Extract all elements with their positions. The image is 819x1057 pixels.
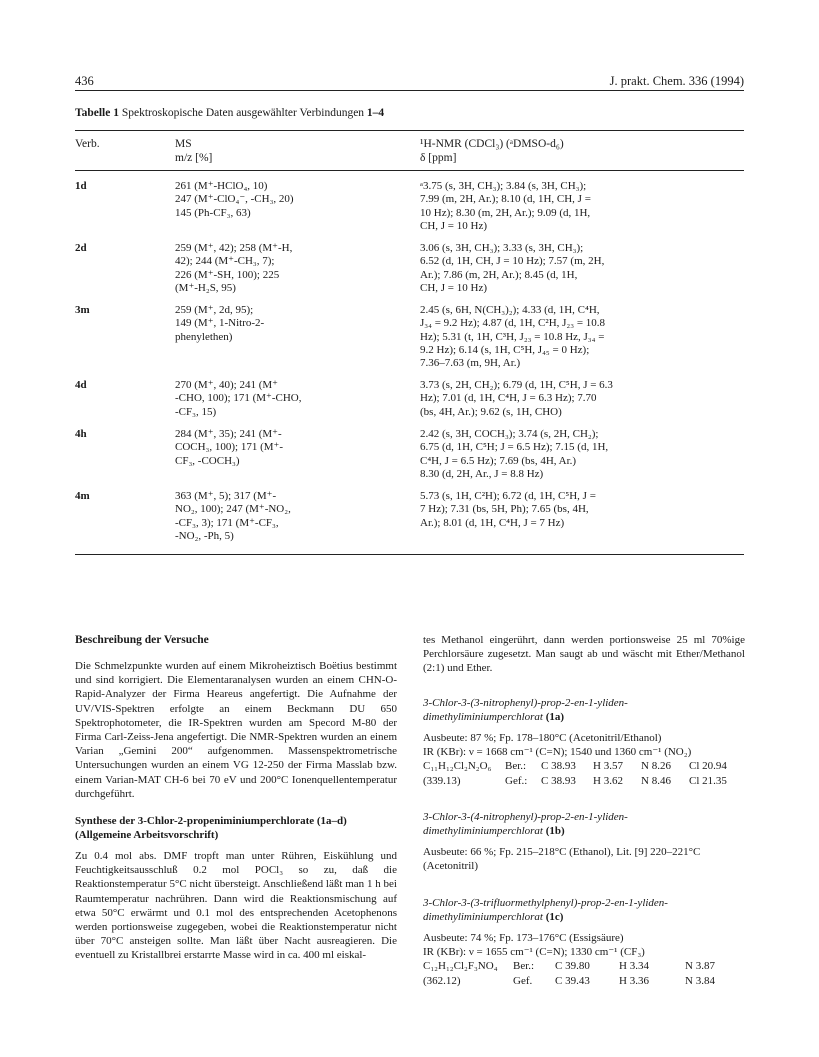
- methods-paragraph: Die Schmelzpunkte wurden auf einem Mikroheiztisch Boëtius bestimmt und sind korrigiert. Die Elementaranalysen wurden an einem CHN-O-Rapid-Analyzer der Firma Heareus angefertigt. Die Aufnahme der UV/VIS-Spektren erfolgte an einem Beckmann DU 650 Spektrophotometer, die IR-Spektren wurden am Specord M-80 der Firma Carl-Zeiss-Jena angefertigt. Die NMR-Spektren wurden an einem Varian „Gemini 200“ aufgenommen. Massenspektrometrische Untersuchungen wurden an einem VG 12-250 der Firma Masslab bzw. einem Varian-MAT CH-6 bei 70 eV und 200°C Ionenquellentemperatur durchgeführt.: [75, 660, 397, 800]
- gef-value: C 38.93: [541, 774, 576, 787]
- nmr-line: 3.73 (s, 2H, CH₂); 6.79 (d, 1H, C⁵H, J = 6.3: [420, 379, 613, 391]
- compound-id: 3m: [75, 304, 90, 316]
- ms-line: NO₂, 100); 247 (M⁺-NO₂,: [175, 503, 291, 516]
- compound-label: (1b): [545, 825, 565, 837]
- compound-id: 4h: [75, 428, 87, 440]
- right-column: [423, 633, 745, 988]
- ms-line: 42); 244 (M⁺-CH₃, 7);: [175, 255, 275, 268]
- analysis-gef: [423, 974, 745, 988]
- ms-line: -NO₂, -Ph, 5): [175, 529, 234, 542]
- nmr-line: 8.30 (d, 2H, Ar., J = 8.8 Hz): [420, 467, 544, 480]
- nmr-line: J₃₄ = 9.2 Hz); 4.87 (d, 1H, C²H, J₂₃ = 10.8: [420, 317, 606, 330]
- ms-line: 149 (M⁺, 1-Nitro-2-: [175, 317, 265, 330]
- nmr-line: (bs, 4H, Ar.); 9.62 (s, 1H, CHO): [420, 405, 562, 418]
- nmr-line: Ar.); 8.01 (d, 1H, C⁴H, J = 7 Hz): [420, 516, 565, 529]
- analysis-gef: [423, 774, 745, 788]
- continued-paragraph: tes Methanol eingerührt, dann werden portionsweise 25 ml 70%ige Perchlorsäure zugesetzt. Man saugt ab und wäscht mit Ether/Methanol (2:1) und Ether.: [423, 634, 745, 675]
- ms-line: 363 (M⁺, 5); 317 (M⁺-: [175, 490, 277, 502]
- ms-cell: [175, 180, 345, 220]
- table-top-rule: [75, 130, 744, 131]
- header-rule: [75, 90, 744, 91]
- ms-cell: [175, 304, 345, 344]
- synthesis-paragraph: Zu 0.4 mol abs. DMF tropft man unter Rühren, Eiskühlung und Feuchtigkeitsausschluß 0.2 mol POCl₃ so zu, daß die Reaktionstemperatur 5°C nicht übersteigt. Anschließend läßt man 1 h bei Raumtemperatur nachrühren. Dann wird die Reaktionsmischung auf etwa 50°C erwärmt und 0.1 mol des entsprechenden Acetophenons werden portionsweise zugegeben, wobei die Reaktionstemperatur nicht über 70°C ansteigen sollte. Man läßt über Nacht ausreagieren. Die eventuell zu Kristallbrei erstarrte Masse wird in ca. 400 ml eiskal-: [75, 850, 397, 962]
- ms-line: 259 (M⁺, 42); 258 (M⁺-H,: [175, 242, 293, 254]
- gef-value: C 39.43: [555, 974, 590, 987]
- nmr-cell: [420, 428, 745, 481]
- ms-line: COCH₃, 100); 171 (M⁺-: [175, 441, 284, 454]
- nmr-line: 9.2 Hz); 6.14 (s, 1H, C⁵H, J₄₅ = 0 Hz);: [420, 343, 590, 356]
- ber-label: Ber.:: [505, 760, 527, 773]
- nmr-line: 7 Hz); 7.31 (bs, 5H, Ph); 7.65 (bs, 4H,: [420, 503, 589, 516]
- molecular-weight: (339.13): [423, 774, 461, 787]
- ms-line: 247 (M⁺-ClO₄⁻, -CH₃, 20): [175, 193, 294, 206]
- gef-value: Cl 21.35: [689, 774, 727, 787]
- ber-value: H 3.34: [619, 960, 649, 973]
- nmr-line: 7.36–7.63 (m, 9H, Ar.): [420, 357, 521, 370]
- compound-label: (1a): [545, 710, 565, 723]
- table-header-rule: [75, 170, 744, 171]
- ms-cell: [175, 490, 345, 543]
- nmr-line: 2.45 (s, 6H, N(CH₃)₂); 4.33 (d, 1H, C⁴H,: [420, 304, 600, 316]
- gef-value: H 3.62: [593, 774, 623, 787]
- nmr-line: Hz); 5.31 (t, 1H, C³H, J₂₃ = 10.8 Hz, J₃₄ =: [420, 330, 605, 343]
- compound-id: 1d: [75, 180, 87, 192]
- nmr-line: 6.75 (d, 1H, C⁵H; J = 6.5 Hz); 7.15 (d, 1H,: [420, 441, 609, 454]
- nmr-line: Hz); 7.01 (d, 1H, C⁴H, J = 6.3 Hz); 7.70: [420, 392, 597, 405]
- table-bottom-rule: [75, 554, 744, 555]
- subsection-subheading: (Allgemeine Arbeitsvorschrift): [75, 829, 219, 842]
- molecular-weight: (362.12): [423, 974, 461, 987]
- journal-citation: J. prakt. Chem. 336 (1994): [609, 74, 744, 88]
- compound-id: 4m: [75, 490, 90, 502]
- compound-title: [423, 896, 745, 924]
- nmr-line: 6.52 (d, 1H, CH, J = 10 Hz); 7.57 (m, 2H,: [420, 255, 605, 268]
- subsection-heading: Synthese der 3-Chlor-2-propeniminiumperchlorate (1a–d): [75, 815, 347, 828]
- ms-line: -CF₃, 3); 171 (M⁺-CF₃,: [175, 516, 279, 529]
- table-caption: [75, 107, 384, 119]
- ir-line: IR (KBr): ν = 1655 cm⁻¹ (C=N); 1330 cm⁻¹ (CF₃): [423, 946, 645, 959]
- gef-value: N 3.84: [685, 974, 715, 987]
- col-header-nmr-2: δ [ppm]: [420, 152, 457, 164]
- nmr-line: C⁴H, J = 6.5 Hz); 7.69 (bs, 4H, Ar.): [420, 454, 577, 467]
- compound-name: 3-Chlor-3-(3-nitrophenyl)-prop-2-en-1-yliden-dimethyliminiumperchlorat: [423, 696, 628, 723]
- running-header: [75, 74, 744, 90]
- ms-cell: [175, 428, 345, 468]
- compound-title: [423, 696, 745, 724]
- col-header-ms-2: m/z [%]: [175, 152, 213, 164]
- col-header-nmr: [420, 137, 564, 165]
- ber-value: N 8.26: [641, 760, 671, 773]
- formula: C₁₂H₁₂Cl₂F₃NO₄: [423, 960, 498, 973]
- nmr-cell: [420, 490, 745, 530]
- compound-1a: [423, 696, 745, 788]
- compound-name: 3-Chlor-3-(4-nitrophenyl)-prop-2-en-1-yliden-dimethyliminiumperchlorat: [423, 810, 628, 837]
- nmr-line: 10 Hz); 8.30 (m, 2H, Ar.); 9.09 (d, 1H,: [420, 206, 591, 219]
- nmr-line: 2.42 (s, 3H, COCH₃); 3.74 (s, 2H, CH₂);: [420, 428, 599, 440]
- ms-cell: [175, 242, 345, 295]
- ber-value: C 39.80: [555, 960, 590, 973]
- compound-name: 3-Chlor-3-(3-trifluormethylphenyl)-prop-2-en-1-yliden-dimethyliminiumperchlorat: [423, 896, 668, 923]
- ber-value: Cl 20.94: [689, 760, 727, 773]
- ms-line: 145 (Ph-CF₃, 63): [175, 206, 251, 219]
- ms-line: CF₃, -COCH₃): [175, 454, 240, 467]
- nmr-line: CH, J = 10 Hz): [420, 281, 488, 294]
- compound-1b: [423, 810, 745, 874]
- analysis-ber: [423, 759, 745, 773]
- formula: C₁₁H₁₂Cl₂N₂O₆: [423, 760, 492, 773]
- gef-label: Gef.: [513, 974, 533, 987]
- caption-label: Tabelle 1: [75, 107, 119, 119]
- col-header-ms-1: MS: [175, 138, 192, 150]
- caption-range: 1–4: [366, 107, 385, 119]
- ber-value: H 3.57: [593, 760, 623, 773]
- ms-line: -CF₃, 15): [175, 405, 217, 418]
- ms-cell: [175, 379, 345, 419]
- left-column: [75, 633, 397, 976]
- caption-text: Spektroskopische Daten ausgewählter Verbindungen: [121, 107, 365, 119]
- ms-line: 284 (M⁺, 35); 241 (M⁺-: [175, 428, 282, 440]
- compound-id: 4d: [75, 379, 87, 391]
- nmr-line: CH, J = 10 Hz): [420, 219, 488, 232]
- col-header-nmr-1: ¹H-NMR (CDCl₃) (ᵃDMSO-d₆): [420, 138, 564, 150]
- yield-line: Ausbeute: 66 %; Fp. 215–218°C (Ethanol), Lit. [9] 220–221°C (Acetonitril): [423, 846, 701, 873]
- section-heading: Beschreibung der Versuche: [75, 634, 209, 646]
- ber-label: Ber.:: [513, 960, 535, 973]
- nmr-line: 7.99 (m, 2H, Ar.); 8.10 (d, 1H, CH, J =: [420, 193, 591, 206]
- compound-title: [423, 810, 745, 838]
- ms-line: -CHO, 100); 171 (M⁺-CHO,: [175, 392, 302, 405]
- nmr-line: ᵃ3.75 (s, 3H, CH₃); 3.84 (s, 3H, CH₃);: [420, 180, 587, 192]
- gef-value: N 8.46: [641, 774, 671, 787]
- nmr-cell: [420, 242, 745, 295]
- col-header-ms: [175, 137, 212, 165]
- yield-line: Ausbeute: 87 %; Fp. 178–180°C (Acetonitril/Ethanol): [423, 732, 662, 745]
- nmr-cell: [420, 379, 745, 419]
- analysis-ber: [423, 959, 745, 973]
- ber-value: N 3.87: [685, 960, 715, 973]
- ms-line: phenylethen): [175, 330, 233, 343]
- compound-1c: [423, 896, 745, 988]
- page-number: 436: [75, 74, 94, 88]
- nmr-line: 5.73 (s, 1H, C²H); 6.72 (d, 1H, C⁵H, J =: [420, 490, 596, 502]
- col-header-verb: Verb.: [75, 138, 100, 150]
- ms-line: 259 (M⁺, 2d, 95);: [175, 304, 254, 316]
- nmr-cell: [420, 180, 745, 233]
- ber-value: C 38.93: [541, 760, 576, 773]
- ms-line: (M⁺-H₂S, 95): [175, 281, 236, 294]
- compound-id: 2d: [75, 242, 87, 254]
- compound-label: (1c): [545, 910, 564, 923]
- ms-line: 261 (M⁺-HClO₄, 10): [175, 180, 268, 192]
- gef-label: Gef.:: [505, 774, 528, 787]
- gef-value: H 3.36: [619, 974, 649, 987]
- nmr-line: 3.06 (s, 3H, CH₃); 3.33 (s, 3H, CH₃);: [420, 242, 584, 254]
- nmr-line: Ar.); 7.86 (m, 2H, Ar.); 8.45 (d, 1H,: [420, 268, 578, 281]
- ms-line: 270 (M⁺, 40); 241 (M⁺: [175, 379, 278, 391]
- ir-line: IR (KBr): ν = 1668 cm⁻¹ (C=N); 1540 und 1360 cm⁻¹ (NO₂): [423, 746, 692, 759]
- ms-line: 226 (M⁺-SH, 100); 225: [175, 268, 280, 281]
- nmr-cell: [420, 304, 745, 370]
- yield-line: Ausbeute: 74 %; Fp. 173–176°C (Essigsäure): [423, 932, 624, 945]
